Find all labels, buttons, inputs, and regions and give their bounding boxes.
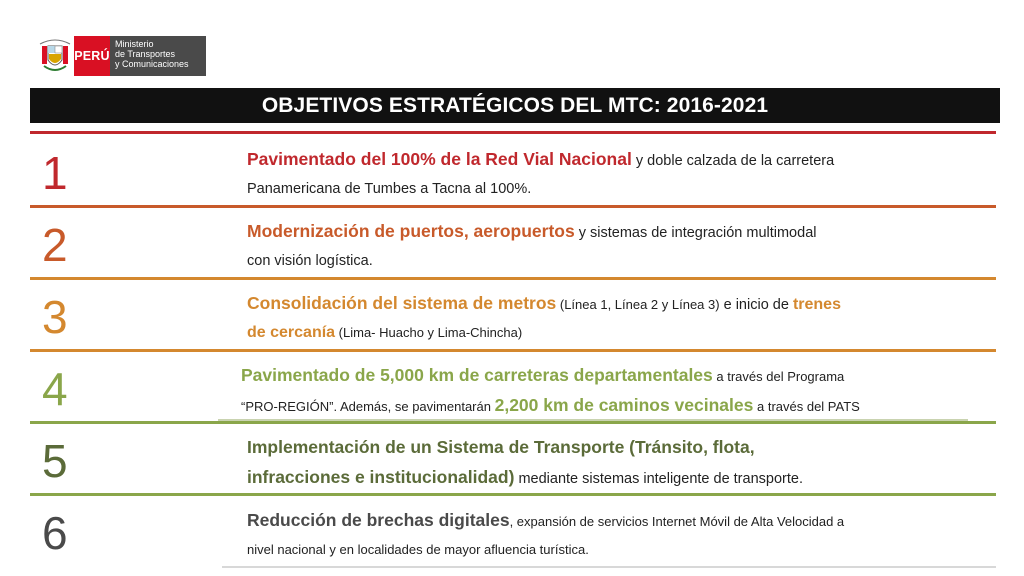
- objective-1-text: [247, 145, 987, 203]
- objective-6-small: , expansión de servicios Internet Móvil de Alta Velocidad a: [509, 514, 845, 529]
- objective-3-bold: Consolidación del sistema de metros: [247, 293, 557, 313]
- objective-5-bold: Implementación de un Sistema de Transporte (Tránsito, flota,: [247, 437, 755, 457]
- ministry-logo: [36, 36, 206, 76]
- ministry-line-3: y Comunicaciones: [115, 59, 189, 69]
- row-6-bottom-divider: [222, 566, 996, 568]
- objective-3-number: 3: [42, 291, 68, 343]
- objective-3-bold-3: de cercanía: [247, 324, 336, 341]
- objective-4-small-2: “PRO-REGIÓN”. Además, se pavimentarán: [241, 399, 495, 414]
- objective-5-bold-2: infracciones e institucionalidad): [247, 467, 515, 487]
- objective-4-bold-2: 2,200 km de caminos vecinales: [494, 395, 754, 415]
- objective-6-text: [247, 506, 987, 564]
- objective-2-line2: con visión logística.: [247, 253, 373, 269]
- objective-3-rest: e inicio de: [719, 297, 793, 313]
- row-4-top-divider: [30, 349, 996, 352]
- objective-2-rest: y sistemas de integración multimodal: [574, 225, 817, 241]
- objective-1-bold: Pavimentado del 100% de la Red Vial Nacional: [247, 149, 632, 169]
- peru-label: PERÚ: [74, 36, 110, 76]
- objective-6-bold: Reducción de brechas digitales: [247, 510, 510, 530]
- objective-4-small-3: a través del PATS: [753, 399, 860, 414]
- objective-4-bold: Pavimentado de 5,000 km de carreteras departamentales: [241, 365, 713, 385]
- objective-2-number: 2: [42, 219, 68, 271]
- objective-3-small: (Línea 1, Línea 2 y Línea 3): [556, 297, 720, 312]
- objective-1-rest: y doble calzada de la carretera: [631, 153, 835, 169]
- objective-5-number: 5: [42, 435, 68, 487]
- ministry-line-1: Ministerio: [115, 39, 154, 49]
- objective-4-small: a través del Programa: [712, 369, 845, 384]
- objective-5-text: [247, 433, 987, 493]
- ministry-name: [110, 36, 206, 76]
- row-1-top-divider: [30, 131, 996, 134]
- objective-3-small-2: (Lima- Huacho y Lima-Chincha): [335, 325, 523, 340]
- objective-3-bold-2: trenes: [792, 296, 841, 313]
- objective-5-rest: mediante sistemas inteligente de transporte.: [514, 471, 803, 487]
- objective-6-small-2: nivel nacional y en localidades de mayor afluencia turística.: [247, 542, 589, 557]
- row-2-top-divider: [30, 205, 996, 208]
- objective-1-number: 1: [42, 147, 68, 199]
- objective-2-text: [247, 217, 987, 275]
- coat-of-arms-icon: [36, 36, 74, 76]
- ministry-line-2: de Transportes: [115, 49, 176, 59]
- row-6-top-divider: [30, 493, 996, 496]
- objective-3-text: [247, 289, 987, 347]
- objective-4-text: [241, 361, 1001, 421]
- objective-2-bold: Modernización de puertos, aeropuertos: [247, 221, 575, 241]
- objective-4-number: 4: [42, 363, 68, 415]
- page-title: OBJETIVOS ESTRATÉGICOS DEL MTC: 2016-2021: [30, 88, 1000, 123]
- row-3-top-divider: [30, 277, 996, 280]
- row-5-top-divider: [30, 421, 996, 424]
- objective-1-line2: Panamericana de Tumbes a Tacna al 100%.: [247, 181, 532, 197]
- objective-6-number: 6: [42, 507, 68, 559]
